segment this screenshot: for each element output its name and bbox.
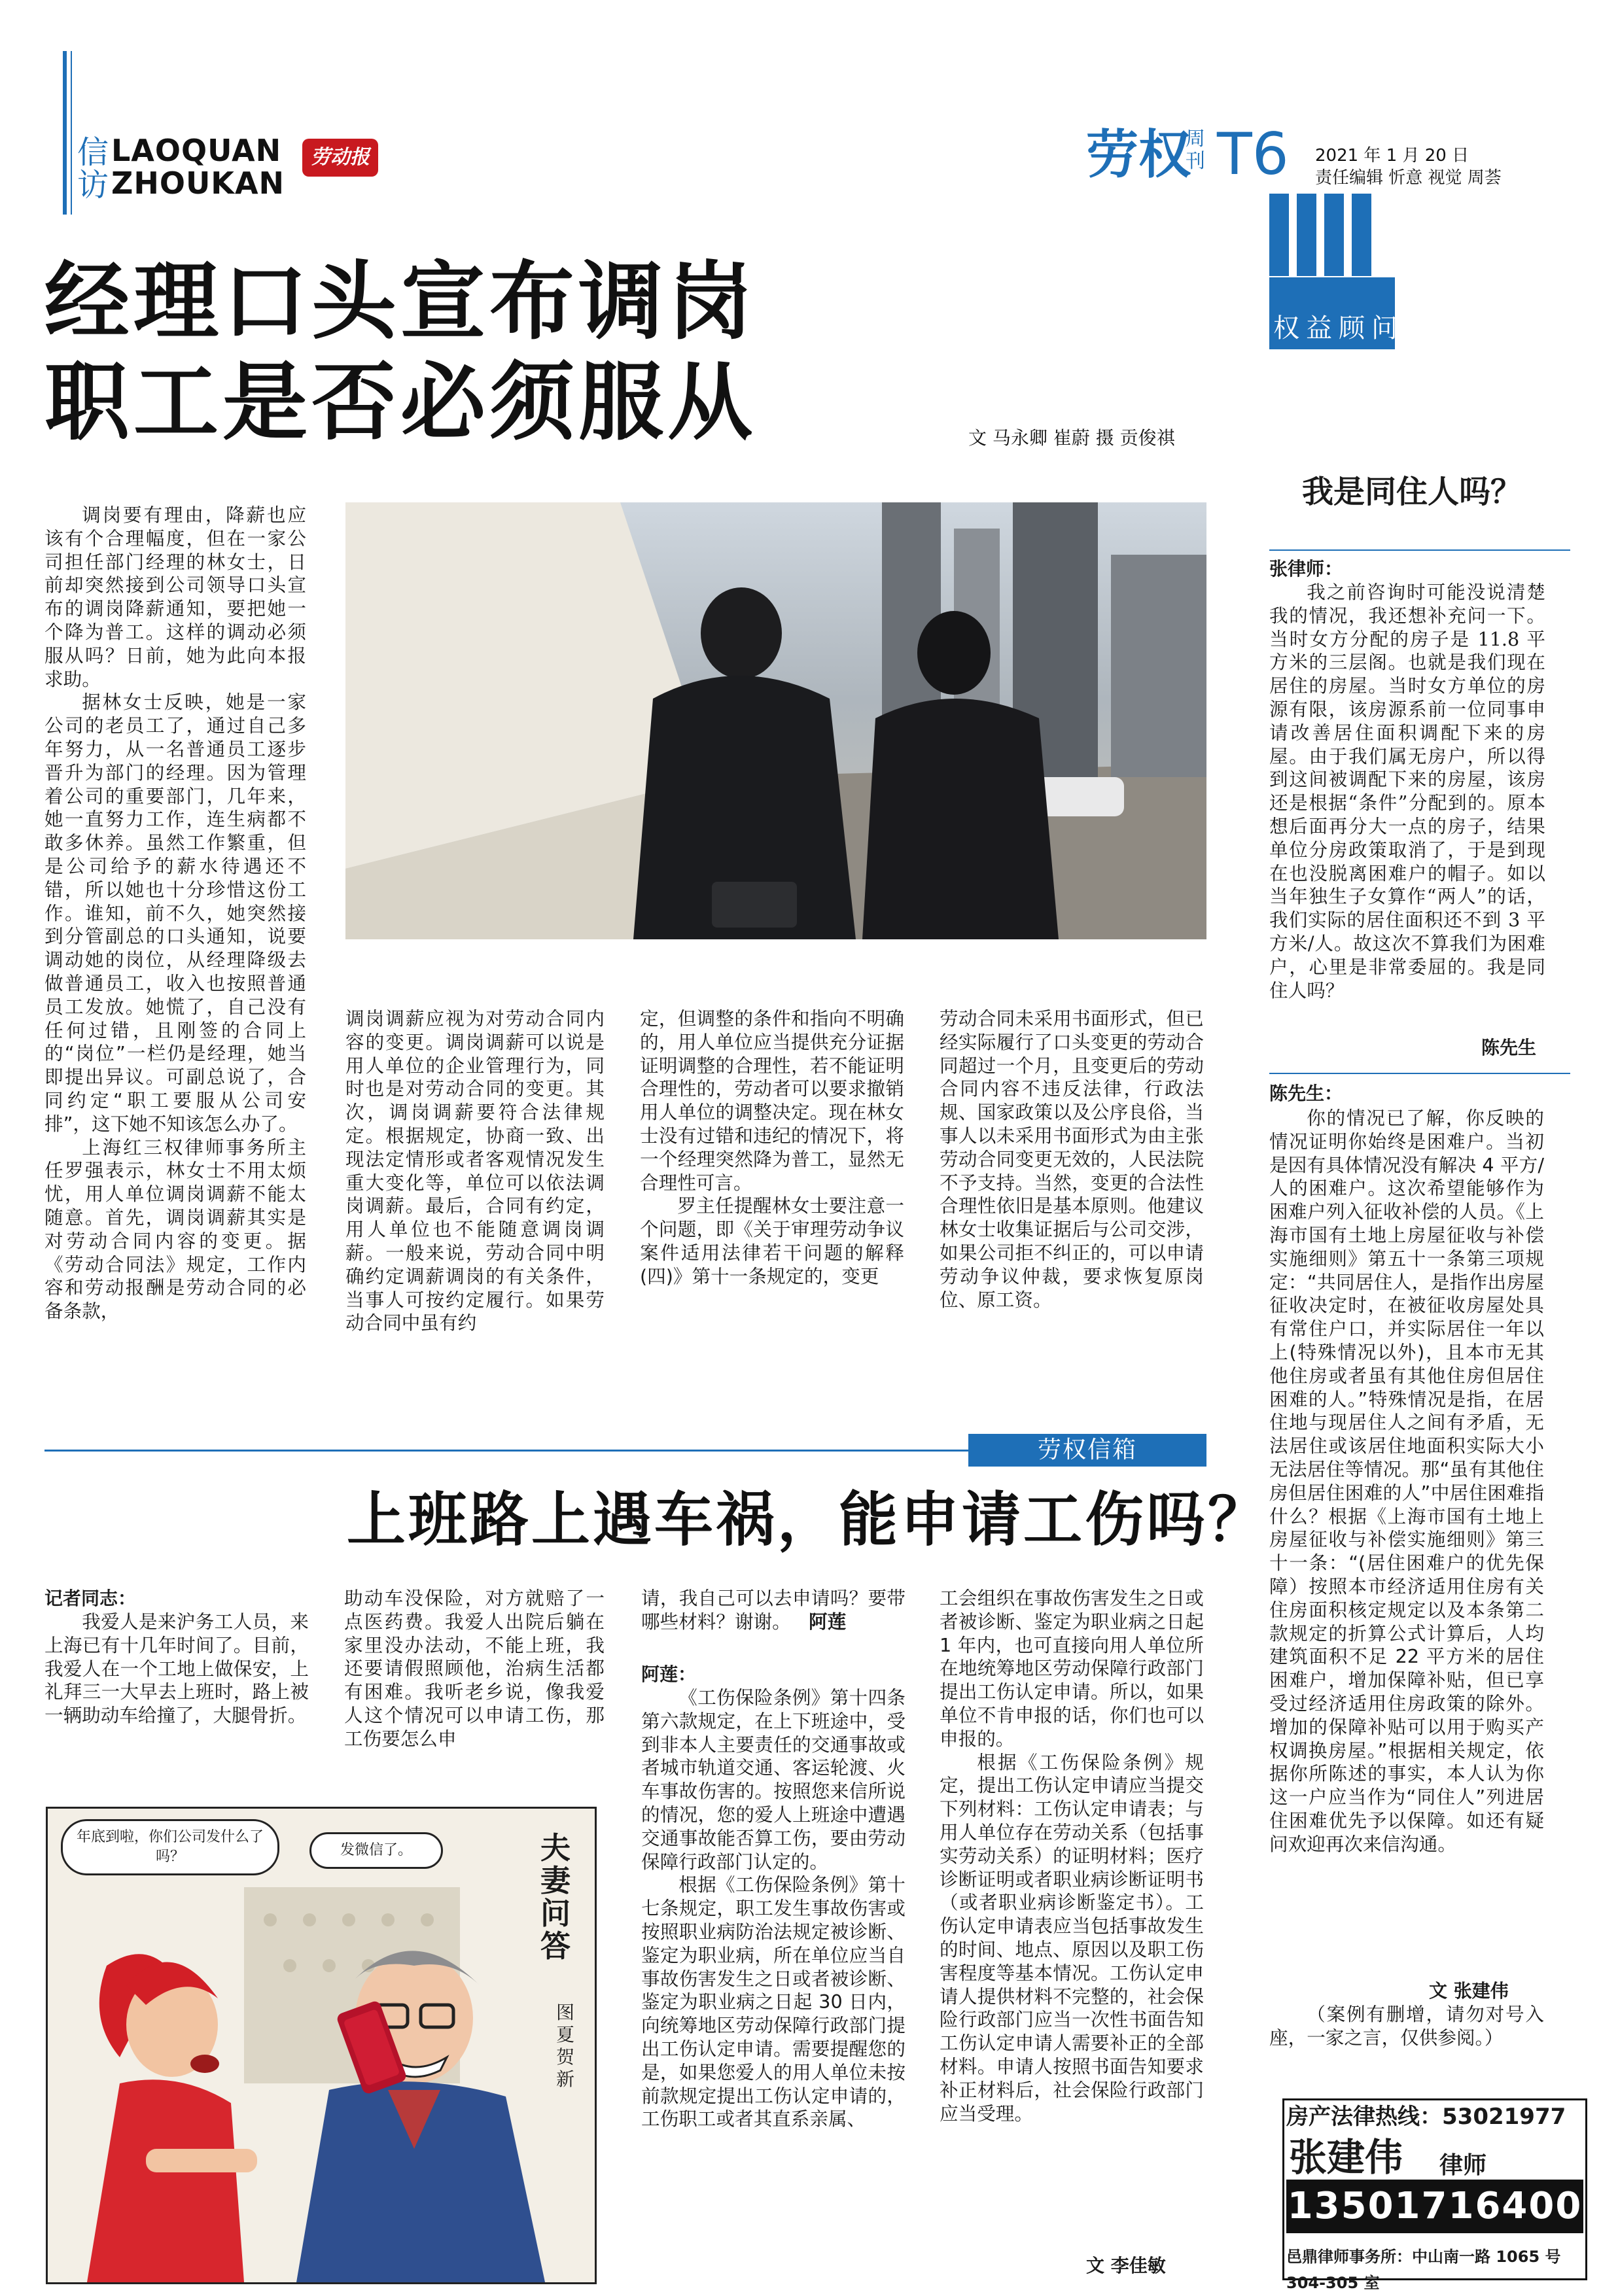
reply-para: 根据《工伤保险条例》规定，提出工伤认定申请应当提交下列材料：工伤认定申请表；与用人单位存在劳动关系（包括事实劳动关系）的证明材料；医疗诊断证明或者职业病诊断证明书（或者职业病诊断鉴定书）。工伤认定申请表应当包括事故发生的时间、地点、原因以及职工伤害程度等基本情况。工伤认定申请人提供材料不完整的，社会保险行政部门应当一次性书面告知工伤认定申请人需要补正的全部材料。申请人按照书面告知要求补正材料后，社会保险行政部门应当受理。 (940, 1750, 1204, 2125)
question-text: 我之前咨询时可能没说清楚我的情况，我还想补充问一下。当时女方分配的房子是 11.8 平方米的三层阁。也就是我们现在居住的房屋。当时女方单位的房源有限，该房源系前一位同事申请改善居住面积调配下来的房屋。由于我们属无房户，所以得到这间被调配下来的房屋，该房还是根据“条件”分配到的。原本想后面再分大一点的房子，结果单位分房政策取消了，于是到现在也没脱离困难户的帽子。如以当年独生子女算作“两人”的话，我们实际的居住面积还不到 3 平方米/人。故这次不算我们为困难户，心里是非常委屈的。我是同住人吗？ (1269, 581, 1545, 1001)
issue-date: 2021 年 1 月 20 日 (1315, 146, 1469, 165)
right-column-rule (1269, 1073, 1570, 1074)
header-rule-thin (71, 51, 72, 215)
section-divider (44, 1450, 1010, 1452)
reply-column4 (940, 1587, 1204, 2125)
article2-title: 上班路上遇车祸，能申请工伤吗？ (347, 1485, 1269, 1554)
editors-credit: 责任编辑 忻意 视觉 周荟 (1315, 168, 1502, 188)
cartoon-title: 夫妻问答 (540, 1830, 571, 1964)
ad-address: 邑鼎律师事务所：中山南一路 1065 号 304-305 室 (1286, 2248, 1561, 2292)
brand-line1: LAOQUAN (111, 133, 282, 168)
reply-column3 (641, 1686, 906, 2131)
ad-phone: 13501716400 (1286, 2180, 1583, 2233)
article1-para: 劳动合同未采用书面形式，但已经实际履行了口头变更的劳动合同超过一个月，且变更后的劳动合同内容不违反法律，行政法规、国家政策以及公序良俗，当事人以未采用书面形式为由主张劳动合同变更无效的，人民法院不予支持。当然，变更的合法性合理性依旧是基本原则。他建议林女士收集证据后与公司交涉，如果公司拒不纠正的，可以申请劳动争议仲裁，要求恢复原岗位、原工资。 (940, 1007, 1204, 1311)
right-column-rule (1269, 549, 1570, 551)
article1-title-line2: 职工是否必须服从 (44, 352, 757, 452)
article2-signature: 文 李佳敏 (1086, 2255, 1166, 2276)
answer-label: 陈先生： (1269, 1083, 1343, 1104)
right-note (1269, 2003, 1544, 2050)
letter-salutation: 记者同志： (44, 1588, 137, 1609)
right-question (1269, 581, 1545, 1002)
ad-lawyer-title: 律师 (1439, 2152, 1487, 2179)
letter-column3 (641, 1587, 906, 1634)
section-tag: 劳权信箱 (968, 1434, 1206, 1467)
article1-column4 (940, 1007, 1204, 1312)
ad-hotline: 房产法律热线：53021977 (1286, 2104, 1566, 2130)
article1-para: 调岗要有理由，降薪也应该有个合理幅度，但在一家公司担任部门经理的林女士，日前却突然接到公司领导口头宣布的调岗降薪通知，要把她一个降为普工。这样的调动必须服从吗？日前，她为此向本报求助。 (44, 504, 306, 690)
answer-signature: 文 张建伟 (1429, 1980, 1509, 2002)
letter-column1 (44, 1610, 309, 1728)
letter-column2 (344, 1587, 605, 1751)
article1-title-line1: 经理口头宣布调岗 (44, 251, 757, 351)
newspaper-logo: 劳动报 (302, 139, 378, 177)
article1-column1 (44, 504, 306, 1323)
decor-bar (1269, 194, 1289, 276)
article1-para: 定，但调整的条件和指向不明确的，用人单位应当提供充分证据证明调整的合理性，若不能证明合理性的，劳动者可以要求撤销用人单位的调整决定。现在林女士没有过错和违纪的情况下，将一个经理突然降为普工，显然无合理性可言。 (640, 1007, 904, 1194)
right-column-title: 我是同住人吗？ (1302, 474, 1522, 510)
reply-para: 根据《工伤保险条例》第十七条规定，职工发生事故伤害或按照职业病防治法规定被诊断、鉴定为职业病，所在单位应当自事故伤害发生之日或者被诊断、鉴定为职业病之日起 30 日内，向统筹地区劳动保障行政部门提出工伤认定申请。需要提醒您的是，如果您爱人的用人单位未按前款规定提出工伤认定申请的，工伤职工或者其直系亲属、 (641, 1873, 906, 2131)
reply-para: 工会组织在事故伤害发生之日或者被诊断、鉴定为职业病之日起 1 年内，也可直接向用人单位所在地统筹地区劳动保障行政部门提出工伤认定申请。所以，如果单位不肯申报的话，你们也可以申报的。 (940, 1587, 1204, 1750)
decor-bar (1324, 194, 1344, 276)
brand-line2: ZHOUKAN (111, 165, 285, 201)
decor-bar (1352, 194, 1371, 276)
reply-para: 《工伤保险条例》第十四条第六款规定，在上下班途中，受到非本人主要责任的交通事故或者城市轨道交通、客运轮渡、火车事故伤害的。按照您来信所说的情况，您的爱人上班途中遭遇交通事故能否算工伤，要由劳动保障行政部门认定的。 (641, 1686, 906, 1873)
page-number: T6 (1217, 120, 1289, 188)
speech-bubble-right: 发微信了。 (309, 1832, 443, 1869)
header-rule (63, 51, 67, 215)
article1-para: 上海红三权律师事务所主任罗强表示，林女士不用太烦忧，用人单位调岗调薪不能太随意。首先，调岗调薪其实是对劳动合同内容的变更。据《劳动合同法》规定，工作内容和劳动报酬是劳动合同的必备条款， (44, 1136, 306, 1323)
section-sub: 周刊 (1186, 128, 1205, 173)
header-glyph-xin: 信 (77, 134, 109, 171)
cartoon-panel (46, 1807, 597, 2284)
section-name: 劳权 (1086, 124, 1191, 185)
right-column-decor-bars (1269, 194, 1371, 276)
couple-walking-photo (345, 502, 1206, 939)
article1-photo (345, 502, 1206, 939)
answer-text: 你的情况已了解，你反映的情况证明你始终是困难户。当初是因有具体情况没有解决 4 平方/人的困难户。这次希望能够作为困难户列入征收补偿的人员。《上海市国有土地上房屋征收与补偿实施细则》第五十一条第三项规定：“共同居住人，是指作出房屋征收决定时，在被征收房屋处具有常住户口，并实际居住一年以上(特殊情况以外)，且本市无其他住房或者虽有其他住房但居住困难的人。”特殊情况是指，在居住地与现居住人之间有矛盾，无法居住或该居住地面积实际大小无法居住等情况。那“虽有其他住房但居住困难的人”中居住困难指什么？根据《上海市国有土地上房屋征收与补偿实施细则》第三十一条：“(居住困难户的优先保障）按照本市经济适用住房有关住房面积核定规定以及本条第二款规定的折算公式计算后，人均建筑面积不足 22 平方米的居住困难户，增加保障补贴，但已享受过经济适用住房政策的除外。增加的保障补贴可以用于购买产权调换房屋。”根据相关规定，依据你所陈述的事实，本人认为你这一户应当作为“同住人”列进居住困难优先予以保障。如还有疑问欢迎再次来信沟通。 (1269, 1107, 1544, 1855)
article1-para: 罗主任提醒林女士要注意一个问题，即《关于审理劳动争议案件适用法律若干问题的解释(四)》第十一条规定的，变更 (640, 1194, 904, 1287)
right-answer (1269, 1107, 1544, 1856)
article1-byline: 文 马永卿 崔蔚 摄 贡俊祺 (968, 427, 1175, 449)
disclaimer-note: （案例有删增，请勿对号入座，一家之言，仅供参阅。） (1269, 2003, 1544, 2049)
article1-para: 调岗调薪应视为对劳动合同内容的变更。调岗调薪可以说是用人单位的企业管理行为，同时也是对劳动合同的变更。其次，调岗调薪要符合法律规定。根据规定，协商一致、出现法定情形或者客观情况发生重大变化等，单位可以依法调岗调薪。最后，合同有约定，用人单位也不能随意调岗调薪。一般来说，劳动合同中明确约定调薪调岗的有关条件，当事人可按约定履行。如果劳动合同中虽有约 (345, 1007, 605, 1334)
letter-signature: 阿莲 (809, 1610, 847, 1633)
article1-column2 (345, 1007, 605, 1335)
header-glyph-fang: 访 (77, 167, 109, 203)
letter-text: 请，我自己可以去申请吗？要带哪些材料？谢谢。 (641, 1587, 906, 1633)
cartoon-credit: 图 夏贺新 (556, 2002, 575, 2090)
speech-bubble-left: 年底到啦，你们公司发什么了吗？ (61, 1819, 279, 1875)
letter-text: 助动车没保险，对方就赔了一点医药费。我爱人出院后躺在家里没办法动，不能上班，我还要请假照顾他，治病生活都有困难。我听老乡说，像我爱人这个情况可以申请工伤，那工伤要怎么申 (344, 1587, 605, 1750)
right-column-label: 权益顾问 (1273, 313, 1404, 343)
question-signature: 陈先生 (1481, 1037, 1537, 1058)
article1-column3 (640, 1007, 904, 1289)
couple-cartoon (48, 1809, 595, 2282)
ad-lawyer-name: 张建伟 (1289, 2135, 1403, 2180)
letter-text: 我爱人是来沪务工人员，来上海已有十几年时间了。目前，我爱人在一个工地上做保安，上礼拜三一大早去上班时，路上被一辆助动车给撞了，大腿骨折。 (44, 1610, 309, 1727)
question-label: 张律师： (1269, 558, 1343, 580)
article1-para: 据林女士反映，她是一家公司的老员工了，通过自己多年努力，从一名普通员工逐步晋升为部门的经理。因为管理着公司的重要部门，几年来，她一直努力工作，连生病都不敢多休养。虽然工作繁重，但是公司给予的薪水待遇还不错，所以她也十分珍惜这份工作。谁知，前不久，她突然接到分管副总的口头通知，说要调动她的岗位，从经理降级去做普通员工，收入也按照普通员工发放。她慌了，自己没有任何过错，且刚签的合同上的“岗位”一栏仍是经理，她当即提出异议。可副总说了，合同约定“职工要服从公司安排”，这下她不知该怎么办了。 (44, 691, 306, 1135)
reply-label: 阿莲： (641, 1663, 697, 1685)
decor-bar (1297, 194, 1316, 276)
